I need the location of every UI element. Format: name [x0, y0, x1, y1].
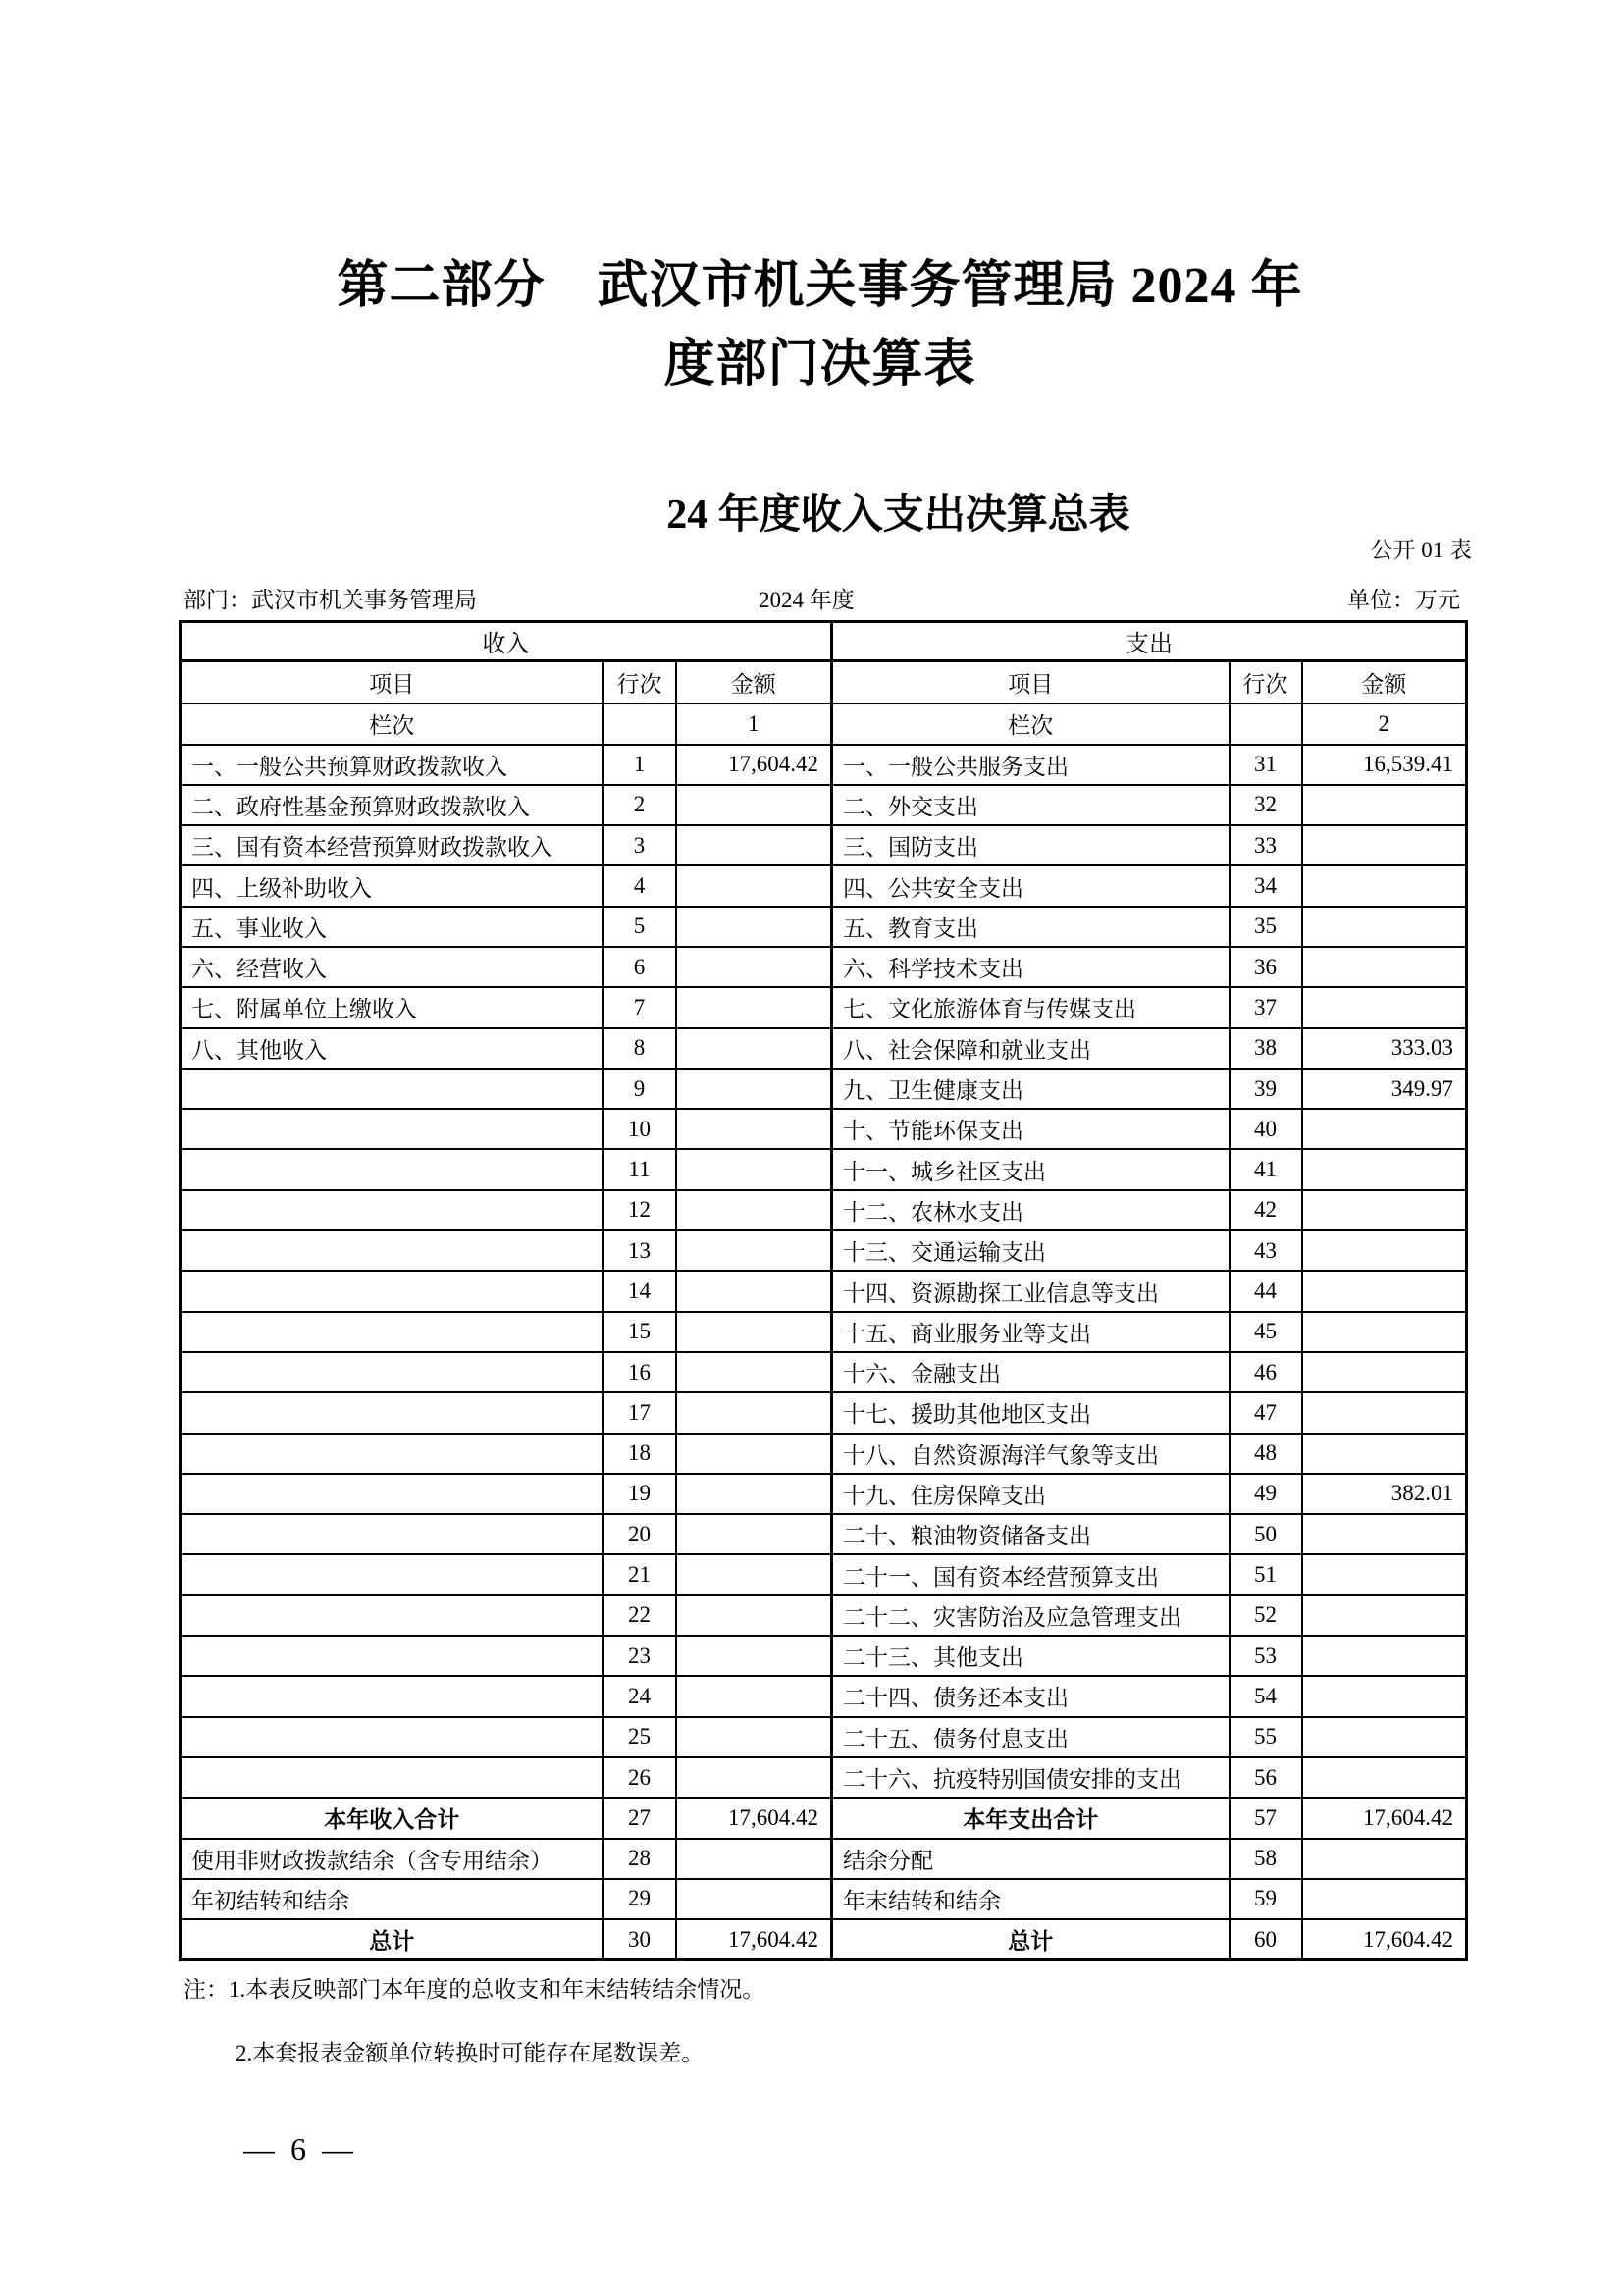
- income-rowno-header: 行次: [603, 661, 676, 704]
- expense-amount-cell: [1302, 907, 1467, 947]
- expense-lanci-rowno-blank: [1230, 704, 1302, 745]
- expense-amount-cell: [1302, 825, 1467, 865]
- expense-amount-cell: [1302, 1352, 1467, 1392]
- table-row: [181, 1271, 1467, 1311]
- income-item-cell: [181, 1636, 603, 1676]
- note-line-1: 注：1.本表反映部门本年度的总收支和年末结转结余情况。: [183, 1977, 765, 2002]
- expense-rowno-cell: 39: [1230, 1069, 1302, 1109]
- expense-amount-cell: [1302, 1839, 1467, 1879]
- income-amount-cell: [676, 1028, 832, 1069]
- expense-rowno-cell: 57: [1230, 1798, 1302, 1838]
- income-rowno-cell: 5: [603, 907, 676, 947]
- income-item-cell: [181, 1352, 603, 1392]
- expense-item-cell: 十二、农林水支出: [832, 1190, 1230, 1230]
- income-amount-cell: [676, 1149, 832, 1189]
- income-rowno-cell: 27: [603, 1798, 676, 1838]
- table-row: [181, 745, 1467, 785]
- expense-item-cell: 十一、城乡社区支出: [832, 1149, 1230, 1189]
- income-amount-cell: [676, 1109, 832, 1149]
- income-amount-cell: [676, 1392, 832, 1433]
- expense-item-cell: 八、社会保障和就业支出: [832, 1028, 1230, 1069]
- income-item-cell: 二、政府性基金预算财政拨款收入: [181, 785, 603, 825]
- expense-amount-header: 金额: [1302, 661, 1467, 704]
- income-item-cell: [181, 1392, 603, 1433]
- expense-rowno-cell: 40: [1230, 1109, 1302, 1149]
- expense-column-number: 2: [1302, 704, 1467, 745]
- income-item-cell: [181, 1717, 603, 1757]
- expense-rowno-cell: 35: [1230, 907, 1302, 947]
- expense-item-header: 项目: [832, 661, 1230, 704]
- income-amount-cell: 17,604.42: [676, 745, 832, 785]
- expense-amount-cell: [1302, 1554, 1467, 1594]
- expense-item-cell: 六、科学技术支出: [832, 947, 1230, 987]
- income-amount-cell: [676, 1554, 832, 1594]
- expense-amount-cell: [1302, 785, 1467, 825]
- expense-amount-cell: [1302, 1230, 1467, 1271]
- expense-item-cell: 四、公共安全支出: [832, 865, 1230, 906]
- table-row: [181, 1798, 1467, 1838]
- expense-rowno-cell: 58: [1230, 1839, 1302, 1879]
- income-rowno-cell: 21: [603, 1554, 676, 1594]
- expense-rowno-cell: 41: [1230, 1149, 1302, 1189]
- income-item-cell: 四、上级补助收入: [181, 865, 603, 906]
- income-amount-cell: [676, 1676, 832, 1716]
- expense-item-cell: 十、节能环保支出: [832, 1109, 1230, 1149]
- expense-item-cell: 十九、住房保障支出: [832, 1474, 1230, 1514]
- expense-item-cell: 十三、交通运输支出: [832, 1230, 1230, 1271]
- expense-item-cell: 本年支出合计: [832, 1798, 1230, 1838]
- table-row: [181, 1839, 1467, 1879]
- expense-rowno-cell: 42: [1230, 1190, 1302, 1230]
- document-title: [16, 247, 1624, 404]
- income-rowno-cell: 11: [603, 1149, 676, 1189]
- document-title-line1: 第二部分 武汉市机关事务管理局 2024 年: [337, 258, 1303, 314]
- income-rowno-cell: 19: [603, 1474, 676, 1514]
- table-row: [181, 1676, 1467, 1716]
- income-rowno-cell: 28: [603, 1839, 676, 1879]
- expense-rowno-cell: 51: [1230, 1554, 1302, 1594]
- column-number-row: [181, 704, 1467, 745]
- income-item-cell: 七、附属单位上缴收入: [181, 987, 603, 1027]
- income-amount-header: 金额: [676, 661, 832, 704]
- table-row: [181, 785, 1467, 825]
- table-row: [181, 1919, 1467, 1959]
- table-row: [181, 1474, 1467, 1514]
- income-item-cell: [181, 1474, 603, 1514]
- income-amount-cell: [676, 785, 832, 825]
- expense-amount-cell: [1302, 1312, 1467, 1352]
- income-item-header: 项目: [181, 661, 603, 704]
- income-rowno-cell: 23: [603, 1636, 676, 1676]
- income-rowno-cell: 18: [603, 1434, 676, 1474]
- income-rowno-cell: 12: [603, 1190, 676, 1230]
- expense-amount-cell: [1302, 947, 1467, 987]
- income-lanci-rowno-blank: [603, 704, 676, 745]
- page-number: — 6 —: [243, 2131, 357, 2166]
- income-amount-cell: [676, 1434, 832, 1474]
- income-item-cell: [181, 1676, 603, 1716]
- column-header-row: [181, 661, 1467, 704]
- income-item-cell: 六、经营收入: [181, 947, 603, 987]
- table-row: [181, 1109, 1467, 1149]
- expense-amount-cell: [1302, 1109, 1467, 1149]
- income-rowno-cell: 14: [603, 1271, 676, 1311]
- expense-item-cell: 九、卫生健康支出: [832, 1069, 1230, 1109]
- income-item-cell: [181, 1554, 603, 1594]
- expense-section-header: 支出: [832, 622, 1467, 661]
- income-amount-cell: [676, 1190, 832, 1230]
- expense-item-cell: 七、文化旅游体育与传媒支出: [832, 987, 1230, 1027]
- income-item-cell: [181, 1149, 603, 1189]
- expense-amount-cell: 16,539.41: [1302, 745, 1467, 785]
- expense-item-cell: 二十一、国有资本经营预算支出: [832, 1554, 1230, 1594]
- income-item-cell: [181, 1109, 603, 1149]
- expense-rowno-cell: 50: [1230, 1514, 1302, 1554]
- expense-item-cell: 十四、资源勘探工业信息等支出: [832, 1271, 1230, 1311]
- year-label: 2024 年度: [759, 588, 855, 612]
- expense-item-cell: 十八、自然资源海洋气象等支出: [832, 1434, 1230, 1474]
- income-item-cell: [181, 1757, 603, 1798]
- expense-rowno-cell: 60: [1230, 1919, 1302, 1959]
- income-item-cell: [181, 1312, 603, 1352]
- expense-rowno-cell: 53: [1230, 1636, 1302, 1676]
- income-amount-cell: [676, 1474, 832, 1514]
- income-rowno-cell: 1: [603, 745, 676, 785]
- income-item-cell: 三、国有资本经营预算财政拨款收入: [181, 825, 603, 865]
- table-row: [181, 1149, 1467, 1189]
- table-row: [181, 1879, 1467, 1919]
- table-row: [181, 1392, 1467, 1433]
- income-amount-cell: [676, 1636, 832, 1676]
- table-row: [181, 1230, 1467, 1271]
- table-row: [181, 907, 1467, 947]
- income-rowno-cell: 29: [603, 1879, 676, 1919]
- expense-amount-cell: [1302, 1190, 1467, 1230]
- table-code-label: 公开 01 表: [1370, 538, 1472, 562]
- table-row: [181, 1554, 1467, 1594]
- expense-amount-cell: [1302, 1879, 1467, 1919]
- income-section-header: 收入: [181, 622, 832, 661]
- expense-rowno-cell: 31: [1230, 745, 1302, 785]
- expense-amount-cell: [1302, 1434, 1467, 1474]
- table-row: [181, 1312, 1467, 1352]
- income-item-cell: 年初结转和结余: [181, 1879, 603, 1919]
- table-row: [181, 1514, 1467, 1554]
- income-expense-summary-table: [179, 620, 1468, 1961]
- income-rowno-cell: 10: [603, 1109, 676, 1149]
- expense-rowno-cell: 38: [1230, 1028, 1302, 1069]
- expense-item-cell: 年末结转和结余: [832, 1879, 1230, 1919]
- expense-item-cell: 二十三、其他支出: [832, 1636, 1230, 1676]
- expense-item-cell: 十五、商业服务业等支出: [832, 1312, 1230, 1352]
- section-header-row: [181, 622, 1467, 661]
- expense-rowno-cell: 44: [1230, 1271, 1302, 1311]
- expense-item-cell: 二十二、灾害防治及应急管理支出: [832, 1595, 1230, 1636]
- expense-item-cell: 五、教育支出: [832, 907, 1230, 947]
- expense-amount-cell: [1302, 1676, 1467, 1716]
- income-column-number: 1: [676, 704, 832, 745]
- income-amount-cell: [676, 947, 832, 987]
- expense-amount-cell: [1302, 1595, 1467, 1636]
- expense-rowno-cell: 34: [1230, 865, 1302, 906]
- expense-amount-cell: [1302, 1392, 1467, 1433]
- expense-rowno-cell: 37: [1230, 987, 1302, 1027]
- income-amount-cell: [676, 865, 832, 906]
- expense-item-cell: 二十五、债务付息支出: [832, 1717, 1230, 1757]
- income-amount-cell: [676, 825, 832, 865]
- table-row: [181, 1757, 1467, 1798]
- expense-amount-cell: 17,604.42: [1302, 1798, 1467, 1838]
- income-item-cell: 使用非财政拨款结余（含专用结余）: [181, 1839, 603, 1879]
- expense-rowno-cell: 48: [1230, 1434, 1302, 1474]
- income-rowno-cell: 20: [603, 1514, 676, 1554]
- income-item-cell: 一、一般公共预算财政拨款收入: [181, 745, 603, 785]
- expense-rowno-cell: 47: [1230, 1392, 1302, 1433]
- income-amount-cell: [676, 1757, 832, 1798]
- income-rowno-cell: 24: [603, 1676, 676, 1716]
- income-item-cell: [181, 1271, 603, 1311]
- expense-rowno-cell: 45: [1230, 1312, 1302, 1352]
- expense-item-cell: 一、一般公共服务支出: [832, 745, 1230, 785]
- income-amount-cell: [676, 1879, 832, 1919]
- expense-item-cell: 二、外交支出: [832, 785, 1230, 825]
- expense-rowno-cell: 55: [1230, 1717, 1302, 1757]
- expense-rowno-cell: 46: [1230, 1352, 1302, 1392]
- table-row: [181, 825, 1467, 865]
- expense-amount-cell: [1302, 1514, 1467, 1554]
- expense-rowno-cell: 56: [1230, 1757, 1302, 1798]
- income-rowno-cell: 26: [603, 1757, 676, 1798]
- expense-rowno-cell: 33: [1230, 825, 1302, 865]
- expense-amount-cell: [1302, 987, 1467, 1027]
- income-rowno-cell: 4: [603, 865, 676, 906]
- income-amount-cell: [676, 1717, 832, 1757]
- income-rowno-cell: 7: [603, 987, 676, 1027]
- table-meta-row: [179, 585, 1462, 616]
- expense-rowno-cell: 59: [1230, 1879, 1302, 1919]
- income-rowno-cell: 25: [603, 1717, 676, 1757]
- income-amount-cell: [676, 1230, 832, 1271]
- expense-amount-cell: 382.01: [1302, 1474, 1467, 1514]
- document-title-line2: 度部门决算表: [663, 337, 976, 392]
- expense-amount-cell: [1302, 1149, 1467, 1189]
- income-amount-cell: [676, 1595, 832, 1636]
- expense-amount-cell: 333.03: [1302, 1028, 1467, 1069]
- income-item-cell: [181, 1069, 603, 1109]
- expense-rowno-cell: 52: [1230, 1595, 1302, 1636]
- income-item-cell: [181, 1434, 603, 1474]
- income-lanci-label: 栏次: [181, 704, 603, 745]
- income-rowno-cell: 22: [603, 1595, 676, 1636]
- expense-amount-cell: [1302, 1757, 1467, 1798]
- income-rowno-cell: 2: [603, 785, 676, 825]
- income-amount-cell: [676, 1514, 832, 1554]
- department-label: 部门：武汉市机关事务管理局: [183, 588, 477, 612]
- income-rowno-cell: 30: [603, 1919, 676, 1959]
- income-amount-cell: [676, 987, 832, 1027]
- table-row: [181, 1190, 1467, 1230]
- unit-label: 单位：万元: [1347, 588, 1460, 612]
- income-amount-cell: 17,604.42: [676, 1919, 832, 1959]
- income-amount-cell: 17,604.42: [676, 1798, 832, 1838]
- expense-rowno-cell: 43: [1230, 1230, 1302, 1271]
- expense-rowno-cell: 32: [1230, 785, 1302, 825]
- expense-item-cell: 三、国防支出: [832, 825, 1230, 865]
- note-line-2: 2.本套报表金额单位转换时可能存在尾数误差。: [236, 2041, 705, 2065]
- expense-item-cell: 总计: [832, 1919, 1230, 1959]
- income-item-cell: [181, 1514, 603, 1554]
- expense-rowno-cell: 54: [1230, 1676, 1302, 1716]
- expense-amount-cell: [1302, 1717, 1467, 1757]
- income-amount-cell: [676, 1352, 832, 1392]
- expense-item-cell: 结余分配: [832, 1839, 1230, 1879]
- income-rowno-cell: 15: [603, 1312, 676, 1352]
- income-item-cell: 八、其他收入: [181, 1028, 603, 1069]
- income-amount-cell: [676, 1271, 832, 1311]
- table-row: [181, 1028, 1467, 1069]
- income-rowno-cell: 8: [603, 1028, 676, 1069]
- income-rowno-cell: 16: [603, 1352, 676, 1392]
- income-item-cell: [181, 1190, 603, 1230]
- table-row: [181, 1069, 1467, 1109]
- table-row: [181, 865, 1467, 906]
- expense-rowno-header: 行次: [1230, 661, 1302, 704]
- expense-rowno-cell: 36: [1230, 947, 1302, 987]
- expense-item-cell: 二十六、抗疫特别国债安排的支出: [832, 1757, 1230, 1798]
- table-row: [181, 1636, 1467, 1676]
- expense-item-cell: 十六、金融支出: [832, 1352, 1230, 1392]
- expense-item-cell: 十七、援助其他地区支出: [832, 1392, 1230, 1433]
- income-item-cell: 总计: [181, 1919, 603, 1959]
- income-amount-cell: [676, 907, 832, 947]
- expense-rowno-cell: 49: [1230, 1474, 1302, 1514]
- expense-amount-cell: [1302, 1636, 1467, 1676]
- table-row: [181, 987, 1467, 1027]
- income-amount-cell: [676, 1839, 832, 1879]
- expense-amount-cell: 17,604.42: [1302, 1919, 1467, 1959]
- income-rowno-cell: 6: [603, 947, 676, 987]
- expense-amount-cell: [1302, 865, 1467, 906]
- table-row: [181, 1717, 1467, 1757]
- table-row: [181, 947, 1467, 987]
- table-title: 24 年度收入支出决算总表: [666, 493, 1130, 538]
- table-row: [181, 1352, 1467, 1392]
- expense-item-cell: 二十、粮油物资储备支出: [832, 1514, 1230, 1554]
- table-row: [181, 1434, 1467, 1474]
- expense-lanci-label: 栏次: [832, 704, 1230, 745]
- income-rowno-cell: 13: [603, 1230, 676, 1271]
- income-item-cell: 五、事业收入: [181, 907, 603, 947]
- expense-item-cell: 二十四、债务还本支出: [832, 1676, 1230, 1716]
- table-row: [181, 1595, 1467, 1636]
- income-item-cell: 本年收入合计: [181, 1798, 603, 1838]
- income-amount-cell: [676, 1312, 832, 1352]
- income-rowno-cell: 17: [603, 1392, 676, 1433]
- income-rowno-cell: 9: [603, 1069, 676, 1109]
- income-amount-cell: [676, 1069, 832, 1109]
- expense-amount-cell: 349.97: [1302, 1069, 1467, 1109]
- income-rowno-cell: 3: [603, 825, 676, 865]
- expense-amount-cell: [1302, 1271, 1467, 1311]
- income-item-cell: [181, 1230, 603, 1271]
- income-item-cell: [181, 1595, 603, 1636]
